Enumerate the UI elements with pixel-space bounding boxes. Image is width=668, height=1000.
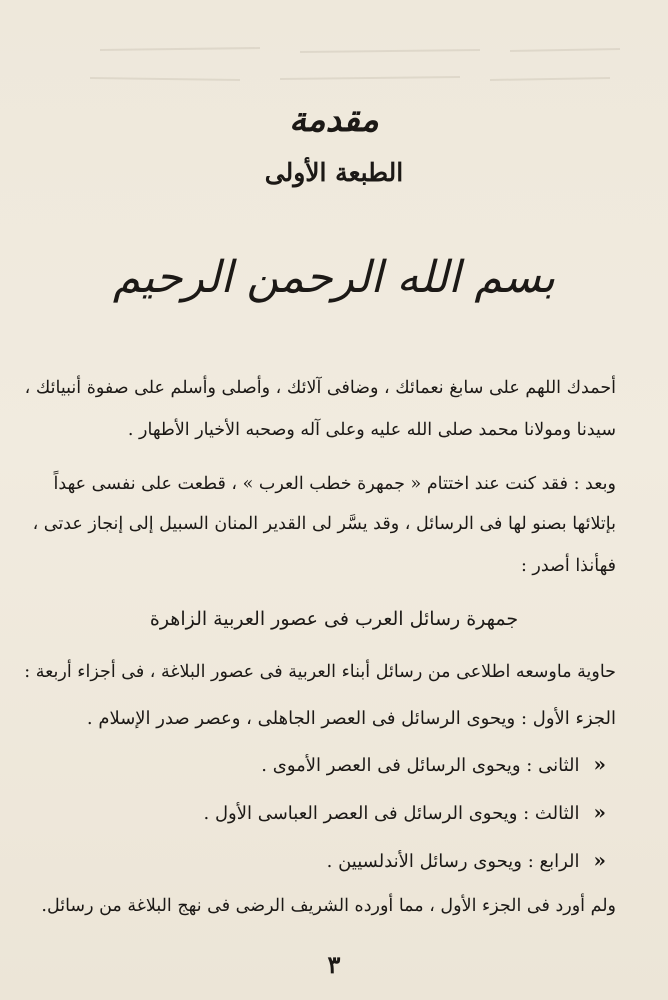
ditto-mark: « (593, 848, 606, 872)
part-two-line (261, 752, 606, 776)
part-one-line (87, 708, 616, 729)
ditto-mark: « (593, 800, 606, 824)
paragraph-line: وبعد : فقد كنت عند اختتام « جمهرة خطب العرب » ، قطعت على نفسى عهداً (53, 474, 616, 494)
paragraph-line: ولم أورد فى الجزء الأول ، مما أورده الشريف الرضى فى نهج البلاغة من رسائل. (41, 896, 616, 916)
page-title: مقدمة (289, 100, 379, 140)
paragraph-line: أحمدك اللهم على سابغ نعمائك ، وضافى آلائك ، وأصلى وأسلم على صفوة أنبيائك ، (24, 378, 616, 398)
ditto-mark: « (593, 752, 606, 776)
basmala-calligraphy: بسم الله الرحمن الرحيم (112, 252, 556, 303)
paragraph-line: بإتلائها بصنو لها فى الرسائل ، وقد يسَّر لى القدير المنان السبيل إلى إنجاز عدتى ، (32, 514, 616, 534)
part-text: الثانى : ويحوى الرسائل فى العصر الأموى . (261, 755, 580, 776)
part-text: الثالث : ويحوى الرسائل فى العصر العباسى الأول . (203, 803, 580, 824)
book-title-line: جمهرة رسائل العرب فى عصور العربية الزاهرة (149, 608, 519, 630)
part-text: الرابع : ويحوى رسائل الأندلسيين . (326, 851, 580, 872)
part-text: الجزء الأول : ويحوى الرسائل فى العصر الجاهلى ، وعصر صدر الإسلام . (86, 708, 616, 729)
page-number: ٣ (327, 950, 341, 979)
paragraph-line: سيدنا ومولانا محمد صلى الله عليه وعلى آله وصحبه الأخيار الأطهار . (127, 420, 616, 440)
page-subtitle: الطبعة الأولى (264, 158, 404, 187)
part-four-line (327, 848, 606, 872)
paragraph-line: فهأنذا أصدر : (520, 556, 616, 576)
paragraph-line: حاوية ماوسعه اطلاعى من رسائل أبناء العربية فى عصور البلاغة ، فى أجزاء أربعة : (24, 662, 616, 682)
show-through-text (80, 30, 628, 100)
part-three-line (204, 800, 606, 824)
